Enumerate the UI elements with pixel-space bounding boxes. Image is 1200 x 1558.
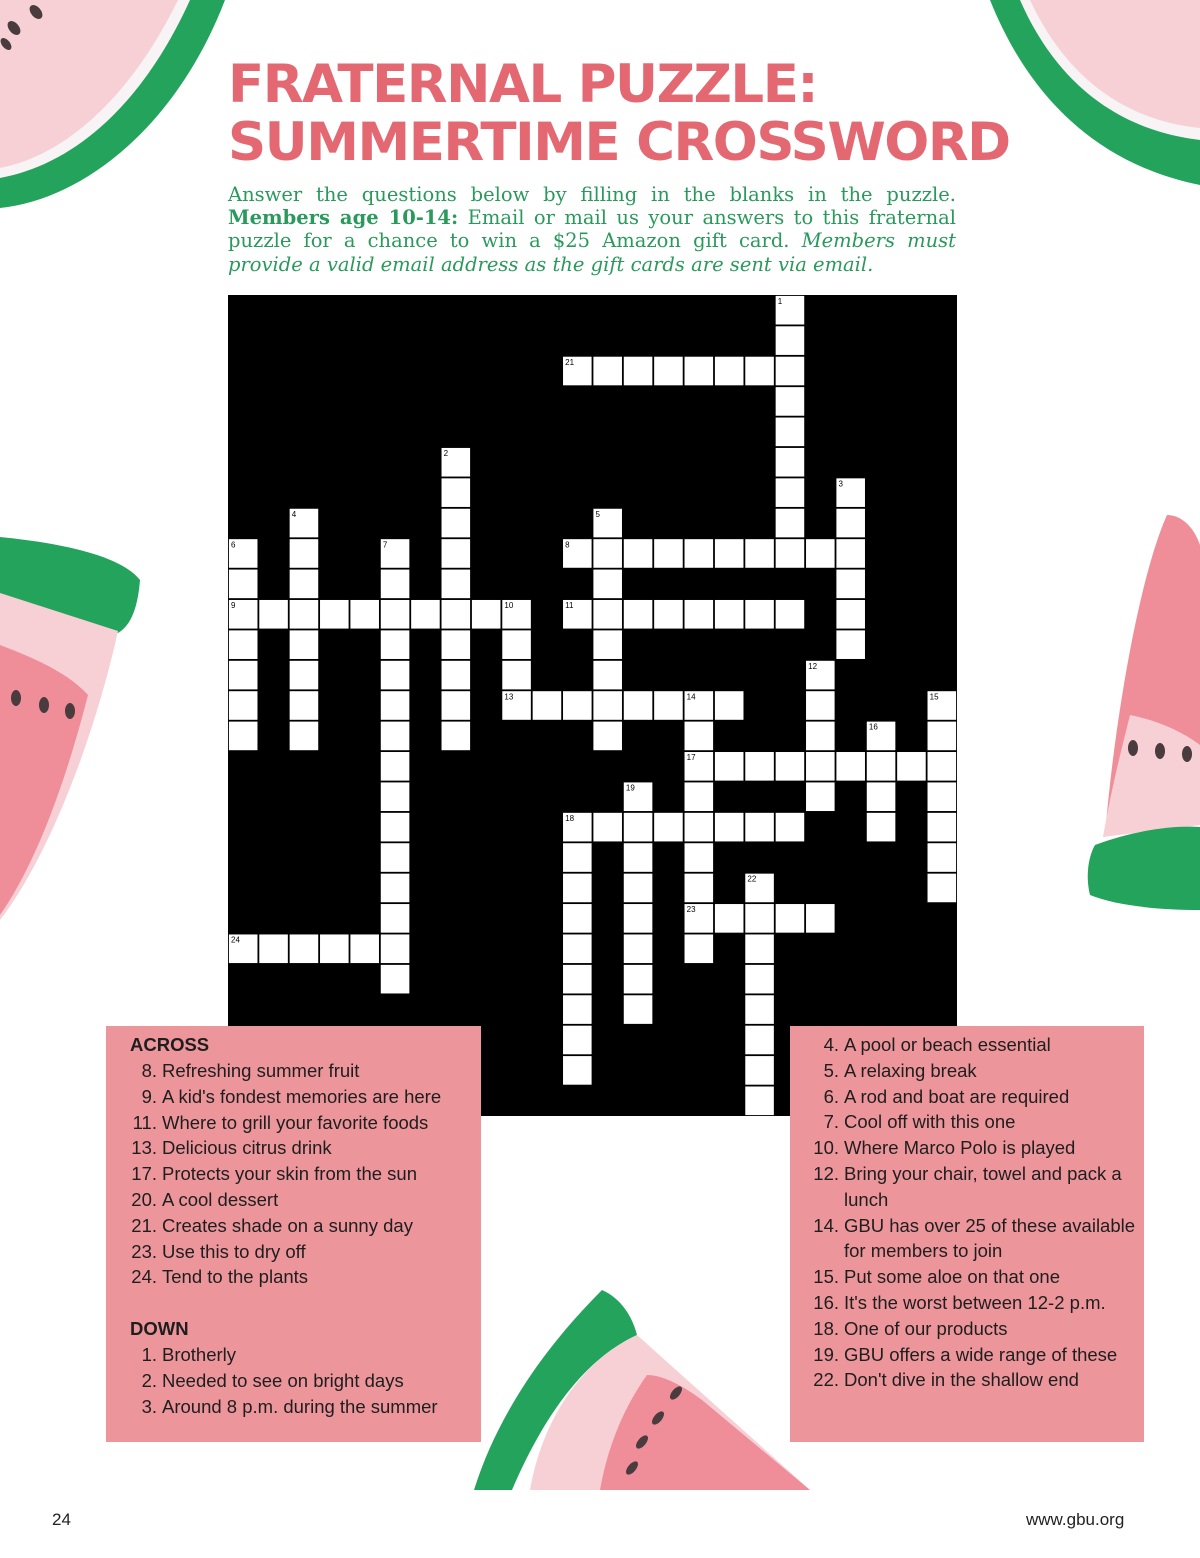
page-number: 24: [52, 1510, 71, 1529]
clue-text: A kid's fondest memories are here: [162, 1085, 442, 1107]
crossword-cell[interactable]: [776, 418, 805, 447]
crossword-cell[interactable]: [685, 782, 714, 811]
clue-number: 18.: [813, 1317, 839, 1339]
clue-text: A rod and boat are required: [844, 1085, 1070, 1107]
crossword-cell[interactable]: [806, 691, 835, 720]
clue-text: A relaxing break: [844, 1059, 977, 1081]
cell-number: 10: [504, 601, 514, 611]
clue-number: 2.: [141, 1369, 157, 1391]
down-clue: [798, 1316, 1136, 1342]
down-clue: [798, 1342, 1136, 1368]
crossword-cell[interactable]: [685, 539, 714, 568]
crossword-cell[interactable]: [776, 813, 805, 842]
crossword-cell[interactable]: [229, 661, 258, 690]
page-title-line-1: FRATERNAL PUZZLE:: [228, 54, 818, 115]
crossword-cell[interactable]: [381, 813, 410, 842]
crossword-cell[interactable]: [928, 813, 957, 842]
crossword-cell[interactable]: [563, 995, 592, 1024]
crossword-cell[interactable]: [836, 570, 865, 599]
cell-number: 8: [565, 540, 570, 550]
intro-email-note: Members must provide a valid email address as the gift cards are sent via email.: [228, 229, 956, 276]
crossword-cell[interactable]: [715, 813, 744, 842]
crossword-cell[interactable]: [442, 570, 471, 599]
clue-text: One of our products: [844, 1317, 1008, 1339]
clue-text: GBU offers a wide range of these: [844, 1343, 1118, 1365]
crossword-cell[interactable]: [563, 904, 592, 933]
crossword-cell[interactable]: [836, 600, 865, 629]
clue-text: Needed to see on bright days: [162, 1369, 404, 1391]
crossword-cell[interactable]: [654, 357, 683, 386]
clue-number: 15.: [813, 1266, 839, 1288]
down-clue: [798, 1264, 1136, 1290]
crossword-cell[interactable]: [654, 691, 683, 720]
crossword-cell[interactable]: [624, 539, 653, 568]
cell-number: 18: [565, 813, 575, 823]
clue-number: 16.: [813, 1291, 839, 1313]
crossword-cell[interactable]: [654, 813, 683, 842]
intro-text-2: Email or mail us your answers to this fraternal puzzle for a chance to win a $25 Amazon gift card.: [228, 206, 956, 253]
cell-number: 11: [565, 601, 574, 611]
crossword-cell[interactable]: [806, 782, 835, 811]
crossword-cell[interactable]: [928, 722, 957, 751]
crossword-cell[interactable]: [776, 478, 805, 507]
crossword-cell[interactable]: [867, 813, 896, 842]
crossword-cell[interactable]: [624, 813, 653, 842]
clue-text: Delicious citrus drink: [162, 1137, 332, 1159]
crossword-cell[interactable]: [776, 904, 805, 933]
watermelon-slice-bottom-center-icon: [472, 1290, 812, 1495]
crossword-cell[interactable]: [290, 570, 319, 599]
crossword-cell[interactable]: [259, 934, 288, 963]
crossword-cell[interactable]: [381, 722, 410, 751]
crossword-cell[interactable]: [502, 630, 531, 659]
cell-number: 13: [504, 692, 514, 702]
crossword-cell[interactable]: [776, 448, 805, 477]
down-clue: [798, 1161, 1136, 1213]
crossword-cell[interactable]: [624, 357, 653, 386]
clue-number: 14.: [813, 1214, 839, 1236]
crossword-cell[interactable]: [442, 539, 471, 568]
crossword-cell[interactable]: [867, 752, 896, 781]
crossword-cell[interactable]: [381, 782, 410, 811]
down-clue-list-right: [798, 1032, 1136, 1393]
crossword-cell[interactable]: [593, 813, 622, 842]
watermelon-slice-top-left-icon: [0, 0, 240, 215]
crossword-cell[interactable]: [685, 874, 714, 903]
crossword-cell[interactable]: [685, 843, 714, 872]
clue-number: 1.: [141, 1344, 157, 1366]
crossword-cell[interactable]: [776, 387, 805, 416]
down-clue: [798, 1109, 1136, 1135]
cell-number: 9: [231, 601, 236, 611]
down-clue: [798, 1084, 1136, 1110]
crossword-cell[interactable]: [229, 691, 258, 720]
crossword-cell[interactable]: [745, 1056, 774, 1085]
crossword-cell[interactable]: [593, 600, 622, 629]
crossword-cell[interactable]: [381, 691, 410, 720]
crossword-cell[interactable]: [593, 722, 622, 751]
clue-number: 17.: [131, 1163, 157, 1185]
clue-number: 3.: [141, 1395, 157, 1417]
clue-number: 5.: [823, 1059, 839, 1081]
clue-number: 23.: [131, 1240, 157, 1262]
cell-number: 14: [686, 692, 696, 702]
cell-number: 21: [565, 357, 575, 367]
crossword-cell[interactable]: [442, 509, 471, 538]
down-clue: [798, 1058, 1136, 1084]
clue-number: 8.: [141, 1060, 157, 1081]
crossword-cell[interactable]: [381, 843, 410, 872]
crossword-cell[interactable]: [381, 570, 410, 599]
across-clue: [130, 1110, 473, 1136]
clue-box-down: [790, 1026, 1144, 1442]
down-heading: DOWN: [130, 1318, 189, 1340]
crossword-cell[interactable]: [806, 904, 835, 933]
crossword-cell[interactable]: [563, 965, 592, 994]
cell-number: 1: [777, 297, 783, 306]
cell-number: 16: [868, 722, 878, 732]
crossword-cell[interactable]: [563, 874, 592, 903]
crossword-cell[interactable]: [381, 661, 410, 690]
crossword-cell[interactable]: [776, 600, 805, 629]
clue-text: It's the worst between 12-2 p.m.: [844, 1291, 1106, 1313]
crossword-cell[interactable]: [350, 600, 379, 629]
crossword-cell[interactable]: [290, 661, 319, 690]
clue-number: 19.: [813, 1343, 839, 1365]
crossword-cell[interactable]: [381, 600, 410, 629]
crossword-cell[interactable]: [593, 661, 622, 690]
crossword-cell[interactable]: [806, 752, 835, 781]
crossword-cell[interactable]: [715, 357, 744, 386]
crossword-cell[interactable]: [715, 539, 744, 568]
intro-members-age: Members age 10-14:: [228, 206, 459, 230]
across-clue: [130, 1264, 473, 1290]
crossword-cell[interactable]: [381, 752, 410, 781]
crossword-cell[interactable]: [563, 1026, 592, 1055]
clue-text: Tend to the plants: [162, 1266, 309, 1288]
crossword-cell[interactable]: [229, 630, 258, 659]
grid-background: [228, 295, 957, 1116]
crossword-cell[interactable]: [685, 722, 714, 751]
crossword-cell[interactable]: [290, 691, 319, 720]
intro-text-1: Answer the questions below by filling in the blanks in the puzzle.: [228, 183, 956, 206]
crossword-cell[interactable]: [593, 570, 622, 599]
crossword-cell[interactable]: [715, 600, 744, 629]
clue-text: Where to grill your favorite foods: [162, 1111, 429, 1133]
crossword-cell[interactable]: [381, 630, 410, 659]
clue-text: Protects your skin from the sun: [162, 1163, 417, 1185]
crossword-cell[interactable]: [715, 691, 744, 720]
crossword-cell[interactable]: [745, 1086, 774, 1115]
cell-number: 24: [231, 935, 240, 945]
crossword-cell[interactable]: [836, 630, 865, 659]
crossword-cell[interactable]: [745, 965, 774, 994]
crossword-cell[interactable]: [563, 1056, 592, 1085]
clue-text: GBU has over 25 of these available for members to join: [844, 1214, 1136, 1262]
clue-text: A cool dessert: [162, 1188, 279, 1210]
clue-text: Bring your chair, towel and pack a lunch: [844, 1162, 1122, 1210]
across-heading: ACROSS: [130, 1034, 210, 1055]
cell-number: 23: [686, 905, 696, 915]
crossword-cell[interactable]: [776, 509, 805, 538]
across-clue: [130, 1084, 473, 1110]
crossword-cell[interactable]: [745, 813, 774, 842]
clue-number: 7.: [823, 1111, 839, 1133]
clue-number: 13.: [131, 1137, 157, 1159]
crossword-cell[interactable]: [867, 782, 896, 811]
crossword-cell[interactable]: [624, 995, 653, 1024]
crossword-cell[interactable]: [381, 934, 410, 963]
crossword-cell[interactable]: [563, 691, 592, 720]
crossword-cell[interactable]: [290, 539, 319, 568]
down-clue: [798, 1290, 1136, 1316]
crossword-cell[interactable]: [745, 539, 774, 568]
crossword-cell[interactable]: [806, 539, 835, 568]
cell-number: 22: [747, 874, 757, 884]
watermelon-slice-left-icon: [0, 535, 145, 925]
down-clue-list-left: [130, 1342, 473, 1419]
cell-number: 17: [686, 753, 696, 763]
down-clue: [798, 1367, 1136, 1393]
across-clue: [130, 1161, 473, 1187]
crossword-cell[interactable]: [442, 661, 471, 690]
crossword-cell[interactable]: [442, 600, 471, 629]
crossword-cell[interactable]: [563, 934, 592, 963]
crossword-cell[interactable]: [320, 934, 349, 963]
crossword-cell[interactable]: [685, 600, 714, 629]
clue-number: 21.: [131, 1214, 157, 1236]
clue-spacer: [130, 1290, 473, 1316]
crossword-cell[interactable]: [563, 843, 592, 872]
crossword-cell[interactable]: [745, 357, 774, 386]
watermelon-slice-right-icon: [1085, 515, 1200, 910]
clue-text: Creates shade on a sunny day: [162, 1214, 413, 1236]
cell-number: 6: [231, 540, 236, 550]
cell-number: 3: [838, 479, 843, 489]
crossword-cell[interactable]: [381, 874, 410, 903]
watermelon-slice-top-right-icon: [990, 0, 1200, 190]
crossword-cell[interactable]: [259, 600, 288, 629]
crossword-cell[interactable]: [442, 722, 471, 751]
down-clue: [798, 1135, 1136, 1161]
clue-text: Don't dive in the shallow end: [844, 1369, 1079, 1391]
crossword-cell[interactable]: [381, 965, 410, 994]
cell-number: 15: [929, 692, 939, 702]
across-clue: [130, 1135, 473, 1161]
crossword-cell[interactable]: [350, 934, 379, 963]
down-clue: [130, 1368, 473, 1394]
across-clue: [130, 1187, 473, 1213]
crossword-cell[interactable]: [624, 904, 653, 933]
crossword-cell[interactable]: [836, 752, 865, 781]
crossword-cell[interactable]: [624, 934, 653, 963]
crossword-cell[interactable]: [745, 934, 774, 963]
crossword-cell[interactable]: [290, 630, 319, 659]
crossword-cell[interactable]: [411, 600, 440, 629]
cell-number: 7: [382, 540, 388, 550]
cell-number: 19: [625, 783, 635, 793]
clue-text: Refreshing summer fruit: [162, 1060, 360, 1081]
clue-number: 20.: [131, 1188, 157, 1210]
clue-number: 11.: [132, 1111, 157, 1133]
crossword-cell[interactable]: [836, 539, 865, 568]
clue-text: Around 8 p.m. during the summer: [162, 1395, 438, 1417]
crossword-cell[interactable]: [624, 965, 653, 994]
intro-paragraph: [228, 183, 956, 276]
clue-number: 4.: [823, 1034, 839, 1055]
crossword-cell[interactable]: [685, 357, 714, 386]
crossword-cell[interactable]: [928, 874, 957, 903]
crossword-cell[interactable]: [290, 600, 319, 629]
crossword-cell[interactable]: [776, 752, 805, 781]
page-title-line-2: SUMMERTIME CROSSWORD: [228, 112, 1010, 173]
crossword-cell[interactable]: [593, 539, 622, 568]
crossword-cell[interactable]: [928, 843, 957, 872]
crossword-cell[interactable]: [624, 874, 653, 903]
crossword-cell[interactable]: [715, 752, 744, 781]
clue-text: Cool off with this one: [844, 1111, 1016, 1133]
crossword-cell[interactable]: [776, 539, 805, 568]
crossword-cell[interactable]: [593, 630, 622, 659]
crossword-cell[interactable]: [533, 691, 562, 720]
crossword-cell[interactable]: [654, 600, 683, 629]
clue-text: Put some aloe on that one: [844, 1266, 1060, 1288]
crossword-cell[interactable]: [442, 630, 471, 659]
across-clue-list: [130, 1058, 473, 1290]
crossword-cell[interactable]: [381, 904, 410, 933]
clue-text: Use this to dry off: [162, 1240, 306, 1262]
cell-number: 4: [291, 509, 297, 519]
crossword-cell[interactable]: [745, 752, 774, 781]
clue-number: 12.: [813, 1162, 839, 1184]
clue-number: 22.: [813, 1369, 839, 1391]
cell-number: 12: [808, 661, 818, 671]
crossword-cell[interactable]: [624, 600, 653, 629]
crossword-cell[interactable]: [685, 934, 714, 963]
website-url: www.gbu.org: [1026, 1510, 1125, 1529]
crossword-cell[interactable]: [442, 691, 471, 720]
down-clue: [798, 1032, 1136, 1058]
crossword-cell[interactable]: [776, 357, 805, 386]
clue-text: Brotherly: [162, 1344, 237, 1366]
crossword-cell[interactable]: [593, 357, 622, 386]
crossword-cell[interactable]: [229, 722, 258, 751]
crossword-cell[interactable]: [229, 570, 258, 599]
clue-text: Where Marco Polo is played: [844, 1137, 1076, 1159]
crossword-cell[interactable]: [624, 843, 653, 872]
crossword-cell[interactable]: [442, 478, 471, 507]
crossword-cell[interactable]: [745, 600, 774, 629]
crossword-cell[interactable]: [654, 539, 683, 568]
down-clue: [130, 1342, 473, 1368]
crossword-cell[interactable]: [806, 722, 835, 751]
crossword-cell[interactable]: [836, 509, 865, 538]
crossword-cell[interactable]: [897, 752, 926, 781]
cell-number: 5: [595, 509, 600, 519]
crossword-cell[interactable]: [745, 904, 774, 933]
crossword-cell[interactable]: [290, 934, 319, 963]
across-clue: [130, 1213, 473, 1239]
across-clue: [130, 1058, 473, 1084]
page-title: [228, 56, 1010, 172]
crossword-cell[interactable]: [320, 600, 349, 629]
across-clue: [130, 1239, 473, 1265]
crossword-cell[interactable]: [715, 904, 744, 933]
crossword-cell[interactable]: [593, 691, 622, 720]
down-clue: [798, 1213, 1136, 1265]
crossword-cell[interactable]: [502, 661, 531, 690]
crossword-cell[interactable]: [745, 995, 774, 1024]
clue-number: 24.: [131, 1266, 157, 1288]
down-clue: [130, 1394, 473, 1420]
clue-text: A pool or beach essential: [844, 1034, 1051, 1055]
crossword-cell[interactable]: [928, 782, 957, 811]
clue-number: 10.: [813, 1137, 839, 1159]
crossword-cell[interactable]: [928, 752, 957, 781]
crossword-cell[interactable]: [624, 691, 653, 720]
crossword-cell[interactable]: [472, 600, 501, 629]
clue-box-across: [106, 1026, 481, 1442]
crossword-cell[interactable]: [290, 722, 319, 751]
crossword-cell[interactable]: [776, 326, 805, 355]
cell-number: 2: [443, 449, 449, 459]
clue-number: 9.: [141, 1085, 157, 1107]
clue-number: 6.: [823, 1085, 839, 1107]
crossword-cell[interactable]: [685, 813, 714, 842]
crossword-grid: [228, 295, 957, 1116]
crossword-cell[interactable]: [745, 1026, 774, 1055]
